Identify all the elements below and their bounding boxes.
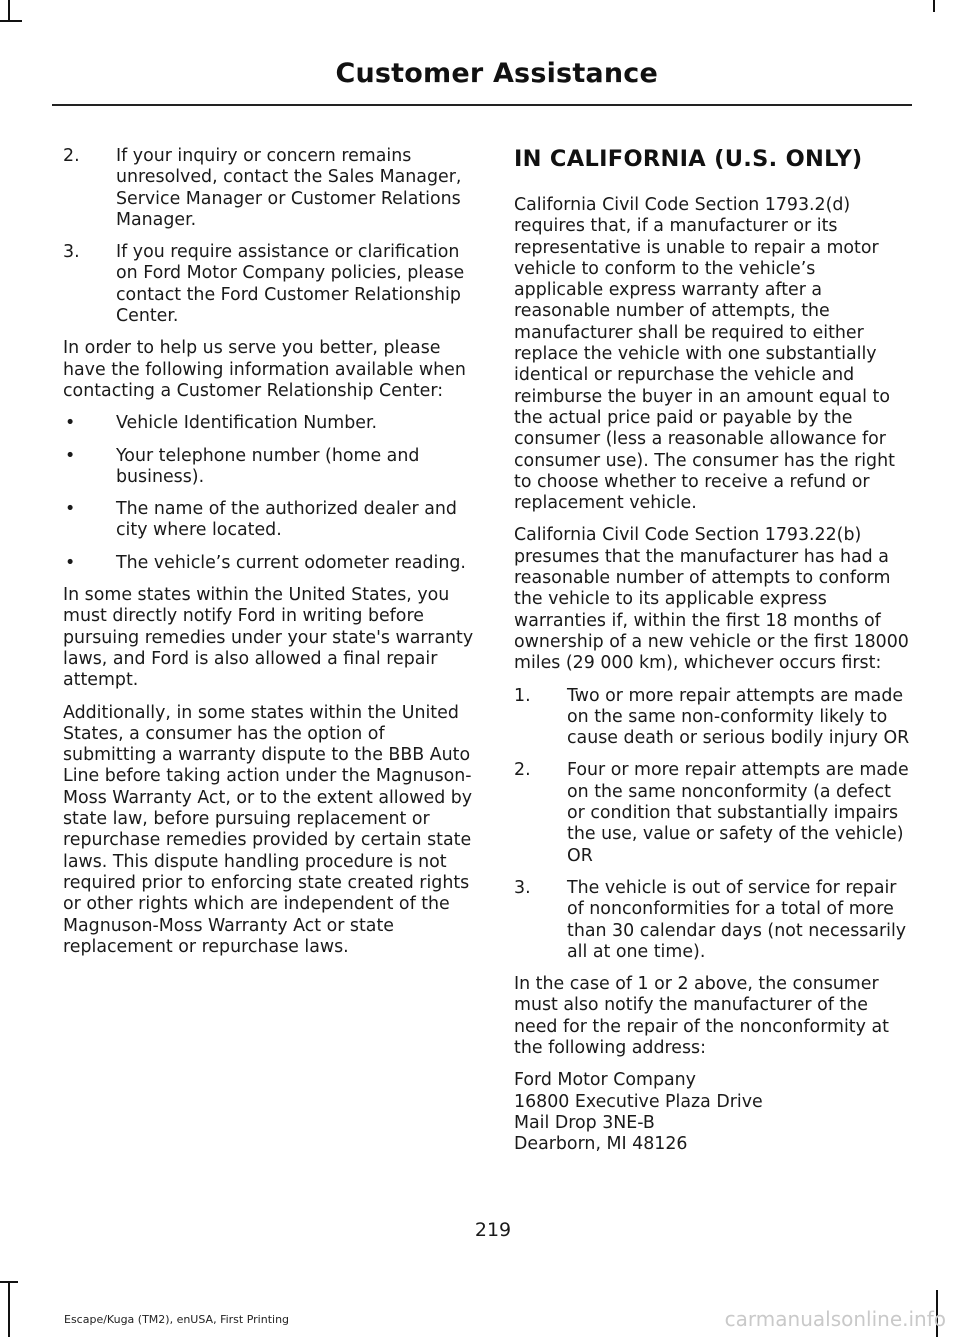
mailing-address (514, 1070, 910, 1155)
bullet-symbol: • (65, 499, 76, 520)
civil-code-paragraph-1: California Civil Code Section 1793.2(d) requires that, if a manufacturer or its representative is unable to repair a motor vehicle to conform to the vehicle’s applicable express warranty after a reasonable number of attempts, the manufacturer shall be required to either replace the vehicle with one substantially identical or repurchase the vehicle and reimburse the buyer in an amount equal to the actual price paid or payable by the consumer (less a reasonable allowance for consumer use). The consumer has the right to choose whether to receive a refund or replacement vehicle. (514, 195, 895, 514)
bullet-item (63, 499, 475, 542)
header-divider (52, 104, 912, 106)
list-item (63, 146, 475, 231)
crop-mark-top-right (933, 0, 935, 12)
list-item (514, 760, 910, 866)
bbb-paragraph: Additionally, in some states within the United States, a consumer has the option of submitting a warranty dispute to the BBB Auto Line before taking action under the Magnuson-Moss Warranty Act, or to the extent allowed by state law, before pursuing replacement or repurchase remedies provided by certain state laws. This dispute handling procedure is not required prior to enforcing state created rights or other rights which are independent of the Magnuson-Moss Warranty Act or state replacement or repurchase laws. (63, 702, 473, 957)
crop-mark-top-left-v (8, 0, 10, 22)
bullet-item (63, 446, 475, 489)
intro-paragraph: In order to help us serve you better, please have the following information available when contacting a Customer Relationship Center: (63, 338, 466, 401)
bullet-symbol: • (65, 413, 76, 434)
item-text: Four or more repair attempts are made on the same nonconformity (a defect or condition that substantially impairs the use, value or safety of the vehicle) OR (567, 760, 909, 866)
address-line: Mail Drop 3NE-B (514, 1112, 655, 1133)
crop-mark-bottom-left-h (0, 1281, 18, 1283)
item-number: 1. (514, 685, 531, 706)
bullet-symbol: • (65, 552, 76, 573)
step-number: 3. (63, 242, 80, 263)
bullet-text: Your telephone number (home and business). (116, 445, 420, 487)
page-title: Customer Assistance (335, 58, 658, 89)
left-column (63, 146, 475, 969)
state-notice-paragraph: In some states within the United States, you must directly notify Ford in writing before pursuing remedies under your state's warranty laws, and Ford is also allowed a final repair attempt. (63, 585, 474, 691)
bullet-item (63, 553, 475, 574)
address-line: Dearborn, MI 48126 (514, 1134, 688, 1155)
footer-text: Escape/Kuga (TM2), enUSA, First Printing (64, 1313, 290, 1326)
notify-paragraph: In the case of 1 or 2 above, the consumer must also notify the manufacturer of the need for the repair of the nonconformity at the following address: (514, 974, 889, 1058)
item-text: Two or more repair attempts are made on the same non-conformity likely to cause death or serious bodily injury OR (567, 685, 910, 749)
list-item (514, 686, 910, 750)
step-text: If you require assistance or clarification on Ford Motor Company policies, please contact the Ford Customer Relationship Center. (116, 242, 465, 327)
item-number: 2. (514, 760, 531, 781)
section-heading: IN CALIFORNIA (U.S. ONLY) (514, 146, 863, 172)
address-line: Ford Motor Company (514, 1070, 696, 1091)
item-text: The vehicle is out of service for repair of nonconformities for a total of more than 30 calendar days (not necessarily all at one time). (567, 877, 907, 962)
bullet-text: Vehicle Identification Number. (116, 413, 378, 434)
page-number: 219 (474, 1219, 512, 1241)
crop-mark-top-left-h (0, 20, 22, 22)
step-text: If your inquiry or concern remains unresolved, contact the Sales Manager, Service Manager or Customer Relations Manager. (116, 146, 462, 230)
bullet-item (63, 413, 475, 434)
crop-mark-bottom-left-v (8, 1283, 10, 1337)
right-column (514, 146, 910, 1155)
watermark: carmanualsonline.info (724, 1307, 946, 1331)
bullet-symbol: • (65, 445, 76, 466)
list-item (514, 878, 910, 963)
bullet-text: The name of the authorized dealer and city where located. (116, 499, 457, 541)
bullet-text: The vehicle’s current odometer reading. (116, 552, 466, 573)
item-number: 3. (514, 877, 531, 898)
civil-code-paragraph-2: California Civil Code Section 1793.22(b) presumes that the manufacturer has had a reasonable number of attempts to conform the vehicle to its applicable express warranties if, within the first 18 months of ownership of a new vehicle or the first 18000 miles (29 000 km), whichever occurs first: (514, 525, 909, 674)
address-line: 16800 Executive Plaza Drive (514, 1091, 763, 1112)
step-number: 2. (63, 146, 80, 166)
list-item (63, 242, 475, 327)
